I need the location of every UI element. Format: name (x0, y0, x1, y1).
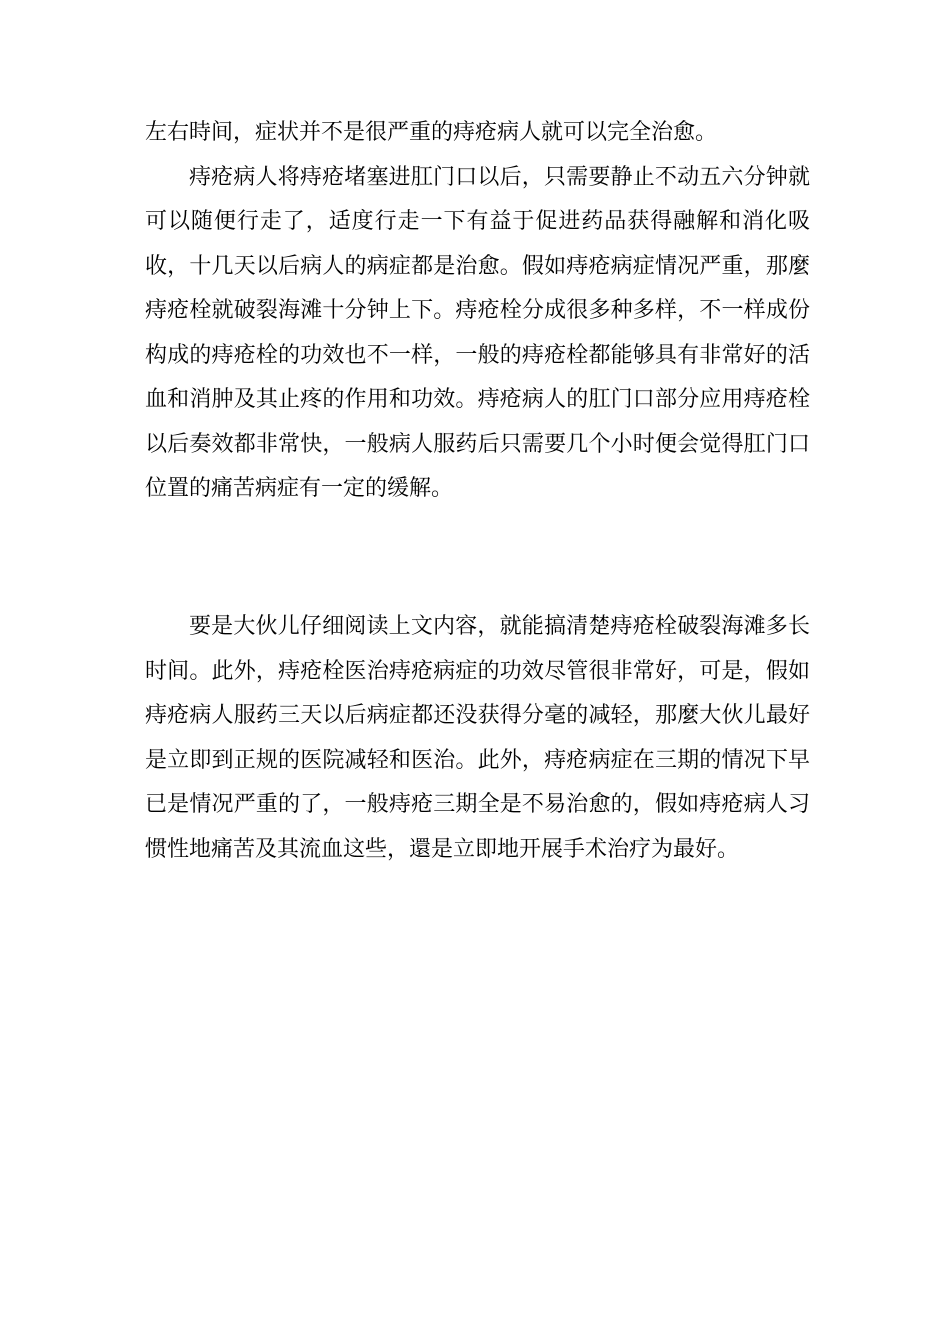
text-section-2 (145, 605, 810, 872)
paragraph-continued: 左右時间，症状并不是很严重的痔疮病人就可以完全治愈。 (145, 120, 718, 145)
paragraph-conclusion: 要是大伙儿仔细阅读上文内容，就能搞清楚痔疮栓破裂海滩多长时间。此外，痔疮栓医治痔疮病症的功效尽管很非常好，可是，假如痔疮病人服药三天以后病症都还没获得分毫的减轻，那麼大伙儿最好是立即到正规的医院减轻和医治。此外，痔疮病症在三期的情况下早已是情况严重的了，一般痔疮三期全是不易治愈的，假如痔疮病人习惯性地痛苦及其流血这些，還是立即地开展手术治疗为最好。 (145, 614, 810, 862)
paragraph-hemorrhoid-suppository-usage: 痔疮病人将痔疮堵塞进肛门口以后，只需要静止不动五六分钟就可以随便行走了，适度行走一下有益于促进药品获得融解和消化吸收，十几天以后病人的病症都是治愈。假如痔疮病症情况严重，那麼痔疮栓就破裂海滩十分钟上下。痔疮栓分成很多种多样，不一样成份构成的痔疮栓的功效也不一样，一般的痔疮栓都能够具有非常好的活血和消肿及其止疼的作用和功效。痔疮病人的肛门口部分应用痔疮栓以后奏效都非常快，一般病人服药后只需要几个小时便会觉得肛门口位置的痛苦病症有一定的缓解。 (145, 164, 810, 501)
text-section-1 (145, 111, 810, 512)
